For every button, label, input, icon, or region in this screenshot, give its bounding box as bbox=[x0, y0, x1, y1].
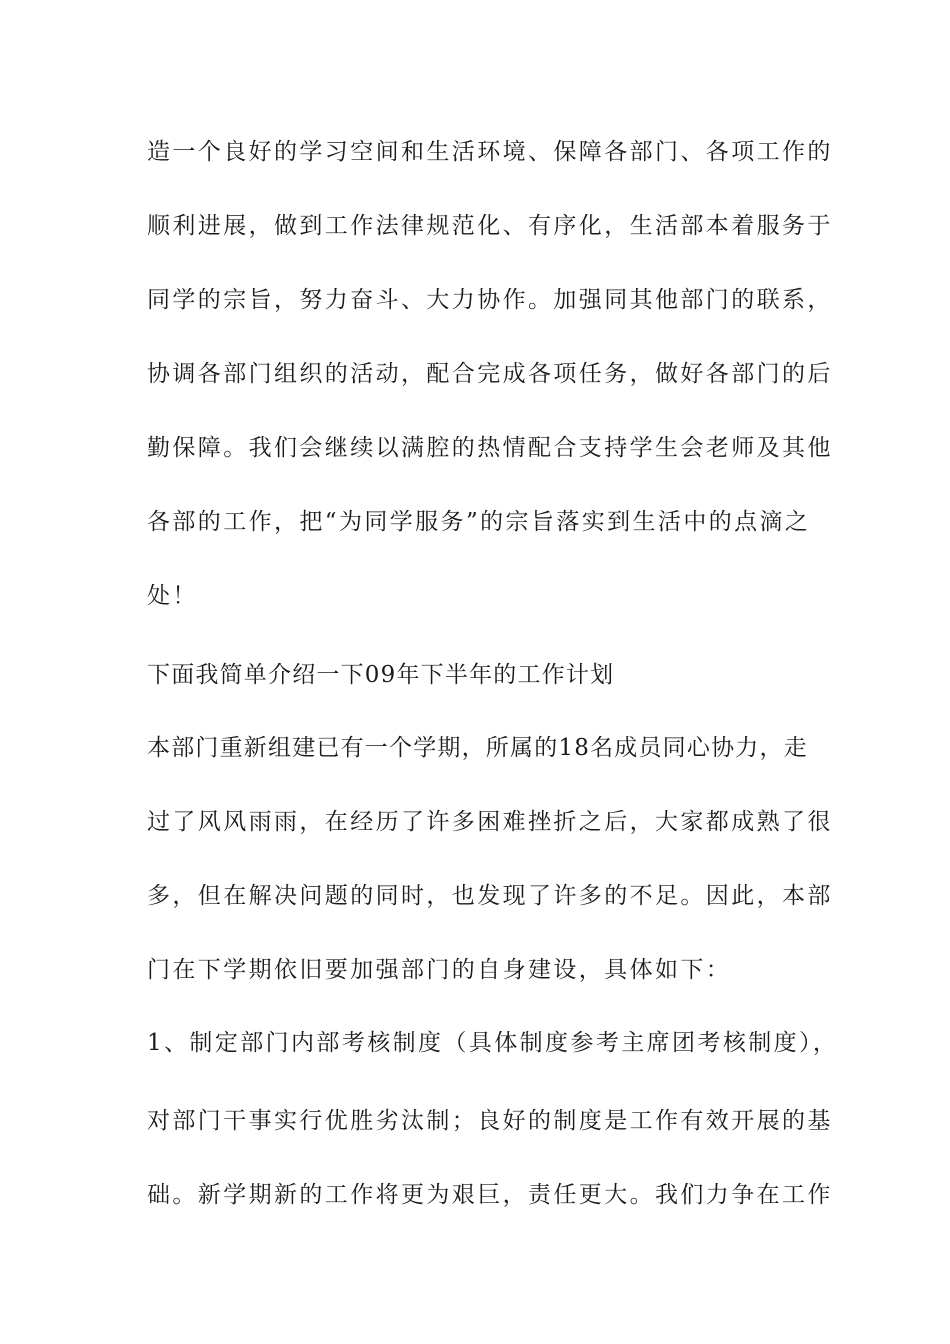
section-heading-line: 下面我简单介绍一下09年下半年的工作计划 bbox=[147, 662, 615, 688]
paragraph-line: 勤保障。我们会继续以满腔的热情配合支持学生会老师及其他 bbox=[147, 435, 833, 461]
paragraph-line: 造一个良好的学习空间和生活环境、保障各部门、各项工作的 bbox=[147, 139, 833, 165]
paragraph-line: 对部门干事实行优胜劣汰制；良好的制度是工作有效开展的基 bbox=[147, 1108, 833, 1134]
paragraph-line: 同学的宗旨，努力奋斗、大力协作。加强同其他部门的联系， bbox=[147, 287, 833, 313]
paragraph-line: 协调各部门组织的活动，配合完成各项任务，做好各部门的后 bbox=[147, 361, 833, 387]
paragraph-line: 各部的工作，把“为同学服务”的宗旨落实到生活中的点滴之 bbox=[147, 509, 811, 535]
paragraph-line: 门在下学期依旧要加强部门的自身建设，具体如下： bbox=[147, 957, 732, 983]
paragraph-line: 多，但在解决问题的同时，也发现了许多的不足。因此，本部 bbox=[147, 883, 833, 909]
paragraph-line: 过了风风雨雨，在经历了许多困难挫折之后，大家都成熟了很 bbox=[147, 809, 833, 835]
paragraph-line: 础。新学期新的工作将更为艰巨，责任更大。我们力争在工作 bbox=[147, 1182, 833, 1208]
list-item-line: 1、制定部门内部考核制度（具体制度参考主席团考核制度）， bbox=[147, 1030, 839, 1056]
paragraph-line: 本部门重新组建已有一个学期，所属的18名成员同心协力，走 bbox=[147, 735, 808, 761]
paragraph-line: 顺利进展，做到工作法律规范化、有序化，生活部本着服务于 bbox=[147, 213, 833, 239]
paragraph-line: 处！ bbox=[147, 583, 198, 609]
